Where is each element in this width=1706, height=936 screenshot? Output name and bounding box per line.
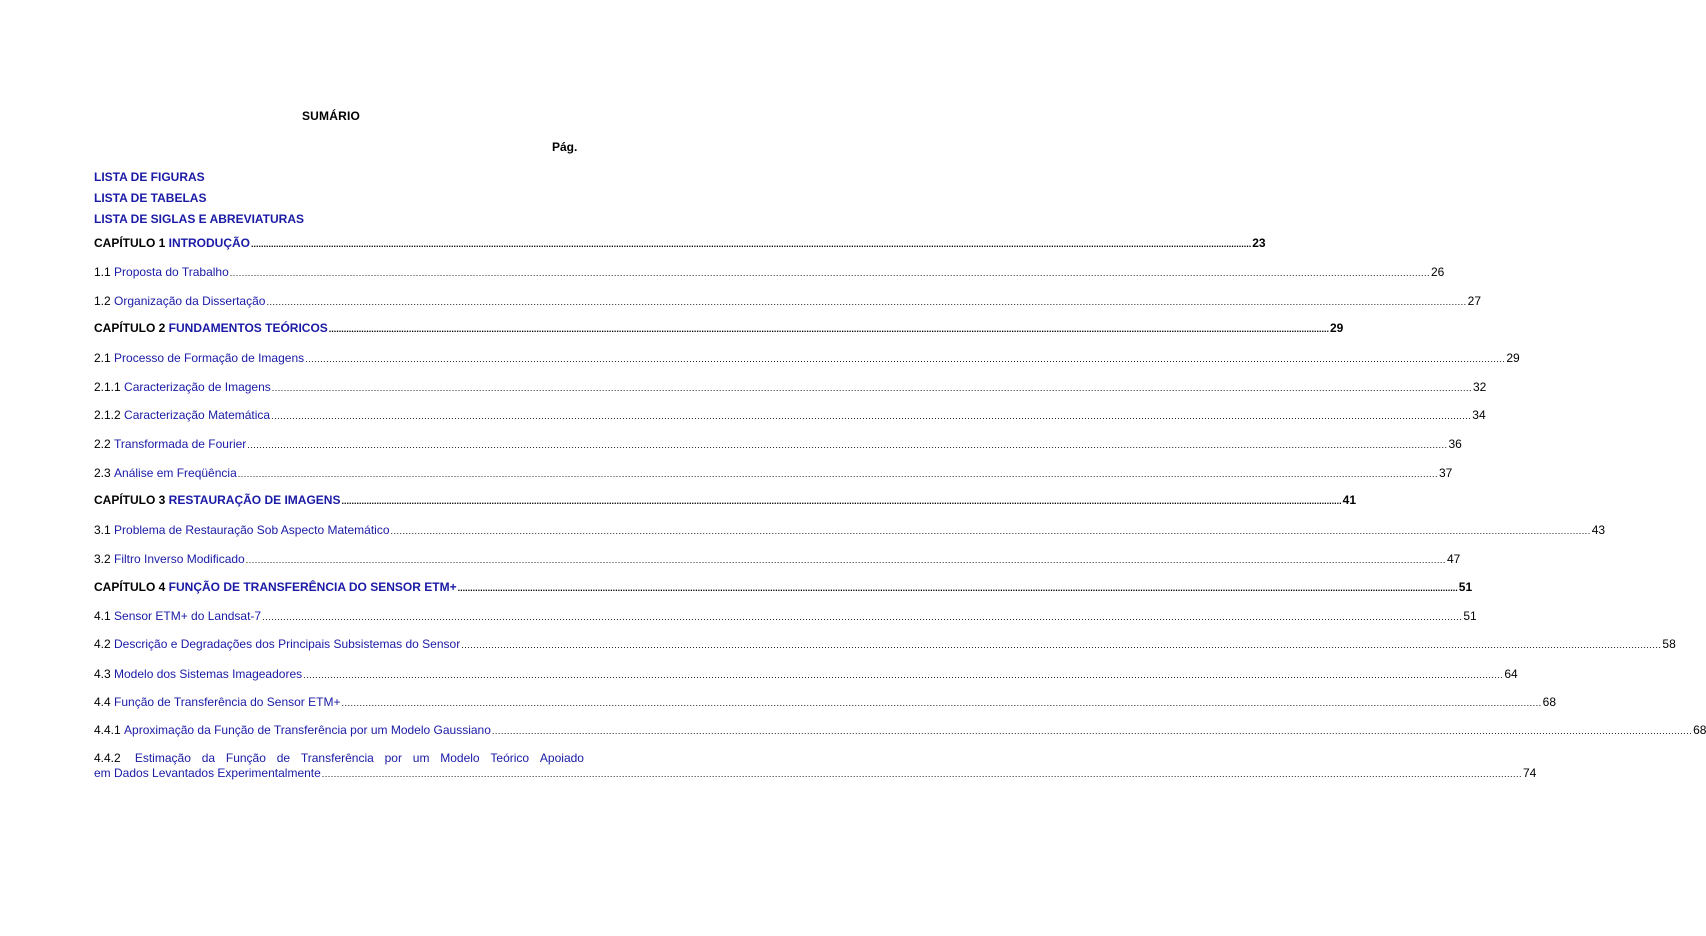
toc-entry-page: 29: [1330, 321, 1344, 335]
toc-chapter-entry[interactable]: [94, 236, 1266, 252]
toc-entry-page: 51: [1463, 609, 1477, 623]
list-link[interactable]: LISTA DE SIGLAS E ABREVIATURAS: [94, 212, 305, 226]
toc-entry-text[interactable]: INTRODUÇÃO: [168, 236, 250, 250]
toc-section-entry[interactable]: [94, 523, 1606, 539]
page-title: SUMÁRIO: [301, 109, 361, 123]
toc-entry-number: 3.1: [94, 523, 115, 537]
toc-entry-number: 4.3: [94, 667, 115, 681]
toc-section-entry[interactable]: [94, 351, 1520, 367]
toc-leader-dots: ................................................................................................................................................................................................................................................................................................................................................................................................................: [266, 297, 1467, 307]
toc-entry-page: 51: [1458, 580, 1473, 594]
toc-chapter-entry[interactable]: [94, 321, 1344, 337]
toc-entry-number: 1.1: [94, 265, 115, 279]
toc-leader-dots: ................................................................................................................................................................................................................................................................................................................................................................................................................: [229, 268, 1430, 278]
toc-entry-page: 23: [1252, 236, 1266, 250]
toc-section-entry[interactable]: [94, 695, 1557, 711]
toc-entry-number: 2.2: [94, 437, 115, 451]
toc-section-entry[interactable]: [94, 466, 1453, 482]
toc-entry-number: 2.3: [94, 466, 115, 480]
toc-entry-word[interactable]: da: [201, 751, 216, 765]
toc-entry-text[interactable]: Aproximação da Função de Transferência por um Modelo Gaussiano: [124, 723, 491, 737]
toc-entry-page: 26: [1430, 265, 1445, 279]
toc-entry-number: 2.1.1: [94, 380, 125, 394]
toc-entry-word[interactable]: de: [276, 751, 291, 765]
toc-entry-page: 36: [1448, 437, 1462, 451]
toc-leader-dots: ................................................................................................................................................................................................................................................................................................................................................................................................................: [271, 383, 1472, 393]
toc-entry-text[interactable]: FUNDAMENTOS TEÓRICOS: [168, 321, 328, 335]
toc-leader-dots: ................................................................................................................................................................................................................................................................................................................................................................................................................: [251, 239, 1252, 249]
toc-section-entry[interactable]: [94, 609, 1477, 625]
toc-chapter-entry[interactable]: [94, 493, 1357, 509]
toc-entry-page: 68: [1542, 695, 1557, 709]
toc-entry-text[interactable]: Função de Transferência do Sensor ETM+: [114, 695, 341, 709]
toc-entry-page: 37: [1438, 466, 1453, 480]
toc-entry-number: 4.4.2: [94, 751, 125, 765]
toc-chapter-entry[interactable]: [94, 580, 1473, 596]
toc-entry-text[interactable]: Sensor ETM+ do Landsat-7: [114, 609, 262, 623]
toc-leader-dots: ................................................................................................................................................................................................................................................................................................................................................................................................................: [247, 440, 1448, 450]
list-link[interactable]: LISTA DE FIGURAS: [94, 170, 205, 184]
toc-entry-text[interactable]: Caracterização Matemática: [124, 408, 271, 422]
toc-entry-number: 4.4: [94, 695, 115, 709]
toc-entry-text[interactable]: Caracterização de Imagens: [124, 380, 271, 394]
toc-leader-dots: ................................................................................................................................................................................................................................................................................................................................................................................................................: [245, 555, 1446, 565]
toc-entry-page: 32: [1472, 380, 1487, 394]
toc-entry-text[interactable]: Modelo dos Sistemas Imageadores: [114, 667, 303, 681]
toc-entry-page: 43: [1591, 523, 1606, 537]
toc-entry-text[interactable]: Processo de Formação de Imagens: [114, 351, 305, 365]
toc-section-entry[interactable]: [94, 294, 1481, 310]
toc-entry-word[interactable]: por: [384, 751, 402, 765]
toc-entry-page: 47: [1446, 552, 1461, 566]
toc-entry-number: 3.2: [94, 552, 115, 566]
toc-entry-page: 27: [1467, 294, 1481, 308]
toc-section-entry[interactable]: [94, 380, 1487, 396]
toc-entry-text[interactable]: Análise em Freqüência: [114, 466, 237, 480]
toc-entry-text[interactable]: FUNÇÃO DE TRANSFERÊNCIA DO SENSOR ETM+: [168, 580, 457, 594]
toc-entry-number: 2.1.2: [94, 408, 125, 422]
toc-leader-dots: ................................................................................................................................................................................................................................................................................................................................................................................................................: [237, 469, 1438, 479]
toc-entry-page: 34: [1472, 408, 1486, 422]
toc-section-entry[interactable]: [94, 408, 1486, 424]
toc-entry-word[interactable]: Teórico: [490, 751, 530, 765]
toc-entry-text[interactable]: Descrição e Degradações dos Principais Subsistemas do Sensor: [114, 637, 461, 651]
toc-section-entry[interactable]: [94, 637, 1676, 653]
toc-leader-dots: ................................................................................................................................................................................................................................................................................................................................................................................................................: [341, 698, 1542, 708]
toc-entry-number: CAPÍTULO 4: [94, 580, 169, 594]
toc-entry-number: CAPÍTULO 1: [94, 236, 169, 250]
toc-section-entry[interactable]: [94, 552, 1461, 568]
toc-entry-page: 29: [1506, 351, 1520, 365]
toc-entry-page: 68: [1693, 723, 1706, 737]
toc-entry-4-4-2[interactable]: [94, 751, 1537, 782]
toc-entry-text[interactable]: Transformada de Fourier: [114, 437, 247, 451]
toc-entry-page: 74: [1523, 766, 1537, 780]
toc-leader-dots: ................................................................................................................................................................................................................................................................................................................................................................................................................: [305, 354, 1506, 364]
toc-entry-number: 4.2: [94, 637, 115, 651]
toc-entry-number: CAPÍTULO 2: [94, 321, 169, 335]
toc-leader-dots: ................................................................................................................................................................................................................................................................................................................................................................................................................: [491, 726, 1693, 736]
toc-section-entry[interactable]: [94, 667, 1518, 683]
toc-entry-page: 64: [1504, 667, 1518, 681]
toc-leader-dots: ................................................................................................................................................................................................................................................................................................................................................................................................................: [262, 612, 1463, 622]
toc-section-entry[interactable]: [94, 265, 1445, 281]
toc-leader-dots: ................................................................................................................................................................................................................................................................................................................................................................................................................: [328, 324, 1329, 334]
toc-entry-word[interactable]: um: [412, 751, 430, 765]
toc-leader-dots: ................................................................................................................................................................................................................................................................................................................................................................................................................: [457, 583, 1458, 593]
page-column-header: Pág.: [552, 140, 578, 154]
toc-leader-dots: ................................................................................................................................................................................................................................................................................................................................................................................................................: [461, 640, 1662, 650]
toc-entry-word[interactable]: Transferência: [300, 751, 374, 765]
toc-entry-text[interactable]: RESTAURAÇÃO DE IMAGENS: [168, 493, 341, 507]
toc-entry-number: 1.2: [94, 294, 115, 308]
toc-entry-number: 4.1: [94, 609, 115, 623]
toc-entry-text[interactable]: Proposta do Trabalho: [114, 265, 229, 279]
toc-leader-dots: ................................................................................................................................................................................................................................................................................................................................................................................................................: [271, 411, 1472, 421]
toc-leader-dots: ................................................................................................................................................................................................................................................................................................................................................................................................................: [303, 670, 1504, 680]
toc-entry-word[interactable]: Modelo: [440, 751, 480, 765]
toc-entry-text[interactable]: Problema de Restauração Sob Aspecto Matemático: [114, 523, 390, 537]
toc-entry-text[interactable]: Organização da Dissertação: [114, 294, 266, 308]
list-link[interactable]: LISTA DE TABELAS: [94, 191, 207, 205]
toc-entry-number: 4.4.1: [94, 723, 125, 737]
toc-leader-dots: ................................................................................................................................................................................................................................................................................................................................................................................................................: [341, 496, 1342, 506]
toc-section-entry[interactable]: [94, 723, 1706, 739]
toc-entry-text[interactable]: em Dados Levantados Experimentalmente: [94, 766, 321, 780]
toc-entry-page: 41: [1342, 493, 1357, 507]
toc-leader-dots: ................................................................................................................................................................................................................................................................................................................................................................................................................: [321, 769, 1522, 779]
toc-entry-word[interactable]: Estimação: [134, 751, 191, 765]
toc-entry-number: CAPÍTULO 3: [94, 493, 169, 507]
toc-entry-number: 2.1: [94, 351, 115, 365]
toc-entry-word[interactable]: Função: [225, 751, 266, 765]
toc-entry-word[interactable]: Apoiado: [539, 751, 584, 765]
toc-section-entry[interactable]: [94, 437, 1462, 453]
toc-entry-page: 58: [1662, 637, 1676, 651]
toc-leader-dots: ................................................................................................................................................................................................................................................................................................................................................................................................................: [390, 526, 1591, 536]
toc-entry-text[interactable]: Filtro Inverso Modificado: [114, 552, 245, 566]
